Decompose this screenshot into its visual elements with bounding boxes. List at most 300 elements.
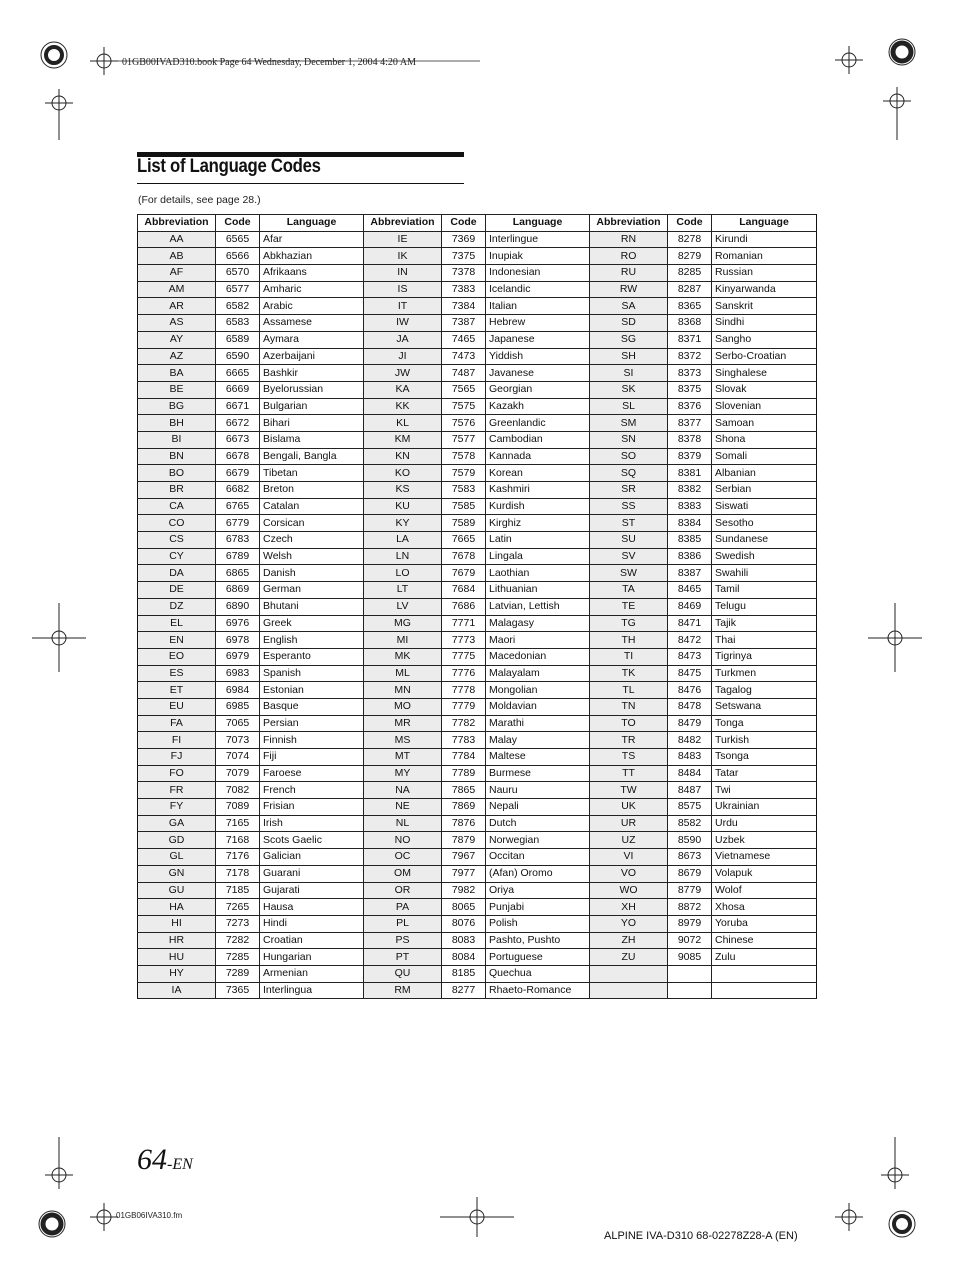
language-cell: Spanish [260,665,364,682]
language-cell: Maori [486,632,590,649]
header-language: Language [712,215,817,232]
header-abbreviation: Abbreviation [590,215,668,232]
corner-dial-bottom-right-icon [889,1211,915,1237]
language-cell: Urdu [712,815,817,832]
code-cell: 8483 [668,749,712,766]
language-cell: Singhalese [712,365,817,382]
table-row [138,682,817,699]
language-cell: Kazakh [486,398,590,415]
abbreviation-cell: KS [364,482,442,499]
abbreviation-cell: BA [138,365,216,382]
abbreviation-cell: LT [364,582,442,599]
language-cell: Swedish [712,548,817,565]
language-cell: Armenian [260,965,364,982]
table-row [138,832,817,849]
header-language: Language [486,215,590,232]
code-cell: 7783 [442,732,486,749]
abbreviation-cell: OM [364,865,442,882]
language-cell: Irish [260,815,364,832]
table-row [138,415,817,432]
language-cell: Portuguese [486,949,590,966]
abbreviation-cell: KK [364,398,442,415]
table-row [138,265,817,282]
abbreviation-cell: FO [138,765,216,782]
code-cell: 8371 [668,331,712,348]
abbreviation-cell: TA [590,582,668,599]
language-cell: Turkish [712,732,817,749]
code-cell [668,982,712,999]
page-number-suffix: -EN [167,1156,193,1173]
abbreviation-cell: ET [138,682,216,699]
code-cell: 7865 [442,782,486,799]
abbreviation-cell: HY [138,965,216,982]
code-cell: 7775 [442,648,486,665]
language-cell: Javanese [486,365,590,382]
code-cell: 7773 [442,632,486,649]
abbreviation-cell: BO [138,465,216,482]
code-cell: 8590 [668,832,712,849]
language-cell: Setswana [712,698,817,715]
page-title: List of Language Codes [137,156,321,177]
language-cell: Latin [486,532,590,549]
table-row [138,865,817,882]
language-cell: Tamil [712,582,817,599]
code-cell: 6672 [216,415,260,432]
abbreviation-cell: KY [364,515,442,532]
table-row [138,281,817,298]
language-cell: Malayalam [486,665,590,682]
code-cell: 6890 [216,598,260,615]
abbreviation-cell: MN [364,682,442,699]
code-cell: 8779 [668,882,712,899]
language-cell: Greenlandic [486,415,590,432]
abbreviation-cell: JW [364,365,442,382]
code-cell: 8384 [668,515,712,532]
language-cell: Malay [486,732,590,749]
table-row [138,482,817,499]
abbreviation-cell: ZH [590,932,668,949]
language-cell: Shona [712,431,817,448]
code-cell: 8469 [668,598,712,615]
code-cell: 6789 [216,548,260,565]
language-cell: English [260,632,364,649]
language-cell: Slovak [712,381,817,398]
code-cell: 8482 [668,732,712,749]
abbreviation-cell: IA [138,982,216,999]
language-cell: Faroese [260,765,364,782]
code-cell: 8379 [668,448,712,465]
language-cell: Kashmiri [486,482,590,499]
abbreviation-cell: AB [138,248,216,265]
language-cell: Macedonian [486,648,590,665]
language-cell: Danish [260,565,364,582]
code-cell: 7282 [216,932,260,949]
abbreviation-cell: NO [364,832,442,849]
language-cell: Kirundi [712,231,817,248]
code-cell: 6669 [216,381,260,398]
code-cell: 6678 [216,448,260,465]
table-row [138,381,817,398]
language-cell: Moldavian [486,698,590,715]
code-cell: 8372 [668,348,712,365]
abbreviation-cell: XH [590,899,668,916]
code-cell: 7782 [442,715,486,732]
abbreviation-cell: ML [364,665,442,682]
code-cell: 6682 [216,482,260,499]
abbreviation-cell: AM [138,281,216,298]
language-cell: Japanese [486,331,590,348]
language-cell: Dutch [486,815,590,832]
abbreviation-cell: RW [590,281,668,298]
language-cell: Thai [712,632,817,649]
abbreviation-cell: OC [364,849,442,866]
code-cell [668,965,712,982]
abbreviation-cell: OR [364,882,442,899]
language-cell: Zulu [712,949,817,966]
abbreviation-cell: TS [590,749,668,766]
code-cell: 6979 [216,648,260,665]
language-codes-table [137,214,817,999]
abbreviation-cell: PT [364,949,442,966]
abbreviation-cell: UR [590,815,668,832]
code-cell: 7369 [442,231,486,248]
code-cell: 6673 [216,431,260,448]
abbreviation-cell: LV [364,598,442,615]
language-cell: Afrikaans [260,265,364,282]
language-cell: Siswati [712,498,817,515]
language-cell: Breton [260,482,364,499]
language-cell: Kinyarwanda [712,281,817,298]
language-cell: Tibetan [260,465,364,482]
abbreviation-cell: MO [364,698,442,715]
language-cell: Azerbaijani [260,348,364,365]
table-row [138,548,817,565]
page-number-value: 64 [137,1143,167,1176]
header-code: Code [668,215,712,232]
table-row [138,815,817,832]
abbreviation-cell: GD [138,832,216,849]
code-cell: 8287 [668,281,712,298]
abbreviation-cell: SL [590,398,668,415]
code-cell: 7577 [442,431,486,448]
table-row [138,298,817,315]
language-cell: Amharic [260,281,364,298]
language-cell: Lingala [486,548,590,565]
table-row [138,765,817,782]
abbreviation-cell: DE [138,582,216,599]
language-cell: Guarani [260,865,364,882]
code-cell: 8487 [668,782,712,799]
language-cell: Swahili [712,565,817,582]
abbreviation-cell: PS [364,932,442,949]
abbreviation-cell: MS [364,732,442,749]
abbreviation-cell: AZ [138,348,216,365]
language-cell: Sangho [712,331,817,348]
code-cell: 8279 [668,248,712,265]
code-cell: 7982 [442,882,486,899]
abbreviation-cell: VO [590,865,668,882]
language-cell: Abkhazian [260,248,364,265]
corner-dial-top-right-icon [889,39,915,65]
abbreviation-cell: MT [364,749,442,766]
table-row [138,448,817,465]
table-row [138,799,817,816]
code-cell: 8465 [668,582,712,599]
abbreviation-cell: DZ [138,598,216,615]
abbreviation-cell: FJ [138,749,216,766]
code-cell: 7684 [442,582,486,599]
abbreviation-cell: IN [364,265,442,282]
language-cell: Bulgarian [260,398,364,415]
language-cell: Uzbek [712,832,817,849]
table-row [138,515,817,532]
code-cell: 7578 [442,448,486,465]
abbreviation-cell: FA [138,715,216,732]
abbreviation-cell: EO [138,648,216,665]
abbreviation-cell: MR [364,715,442,732]
table-row [138,248,817,265]
abbreviation-cell: SU [590,532,668,549]
language-cell [712,982,817,999]
code-cell: 8471 [668,615,712,632]
code-cell: 6566 [216,248,260,265]
code-cell: 8479 [668,715,712,732]
abbreviation-cell: BG [138,398,216,415]
table-row [138,398,817,415]
abbreviation-cell: HI [138,915,216,932]
code-cell: 7375 [442,248,486,265]
code-cell: 9085 [668,949,712,966]
language-cell: Tajik [712,615,817,632]
abbreviation-cell: KN [364,448,442,465]
abbreviation-cell: TT [590,765,668,782]
language-cell: Malagasy [486,615,590,632]
abbreviation-cell: SA [590,298,668,315]
table-row [138,365,817,382]
language-cell: Mongolian [486,682,590,699]
language-cell: Yiddish [486,348,590,365]
language-cell: Hebrew [486,315,590,332]
abbreviation-cell: KM [364,431,442,448]
language-cell: Byelorussian [260,381,364,398]
language-cell: Korean [486,465,590,482]
table-row [138,915,817,932]
abbreviation-cell: IT [364,298,442,315]
language-cell: Interlingua [260,982,364,999]
abbreviation-cell: SM [590,415,668,432]
crosshair-bottom-right-icon [835,1203,863,1231]
table-row [138,982,817,999]
abbreviation-cell: FI [138,732,216,749]
code-cell: 8381 [668,465,712,482]
code-cell: 8277 [442,982,486,999]
language-cell: Basque [260,698,364,715]
language-cell: Tonga [712,715,817,732]
code-cell: 7876 [442,815,486,832]
code-cell: 8476 [668,682,712,699]
language-cell: Polish [486,915,590,932]
code-cell: 8979 [668,915,712,932]
abbreviation-cell: GA [138,815,216,832]
code-cell: 7585 [442,498,486,515]
language-cell: Romanian [712,248,817,265]
abbreviation-cell: TW [590,782,668,799]
table-row [138,331,817,348]
abbreviation-cell: EN [138,632,216,649]
code-cell: 9072 [668,932,712,949]
code-cell: 7265 [216,899,260,916]
code-cell: 8076 [442,915,486,932]
abbreviation-cell: RM [364,982,442,999]
language-cell: Frisian [260,799,364,816]
crosshair-right-lower-icon [881,1137,909,1189]
code-cell: 7285 [216,949,260,966]
abbreviation-cell: TL [590,682,668,699]
subtitle-note: (For details, see page 28.) [138,194,261,206]
abbreviation-cell: CO [138,515,216,532]
language-cell: Tagalog [712,682,817,699]
code-cell: 7176 [216,849,260,866]
abbreviation-cell: LN [364,548,442,565]
code-cell: 7089 [216,799,260,816]
code-cell: 8365 [668,298,712,315]
language-cell: Tatar [712,765,817,782]
header-abbreviation: Abbreviation [138,215,216,232]
abbreviation-cell: BI [138,431,216,448]
language-cell: Hindi [260,915,364,932]
language-cell: Afar [260,231,364,248]
code-cell: 7185 [216,882,260,899]
code-cell: 8378 [668,431,712,448]
table-row [138,582,817,599]
code-cell: 7771 [442,615,486,632]
language-cell: Finnish [260,732,364,749]
code-cell: 7365 [216,982,260,999]
abbreviation-cell: IK [364,248,442,265]
code-cell: 7686 [442,598,486,615]
table-row [138,932,817,949]
abbreviation-cell: KL [364,415,442,432]
code-cell: 6765 [216,498,260,515]
language-cell: Pashto, Pushto [486,932,590,949]
language-cell: Occitan [486,849,590,866]
abbreviation-cell: BR [138,482,216,499]
code-cell: 8065 [442,899,486,916]
abbreviation-cell: SG [590,331,668,348]
language-cell: Bashkir [260,365,364,382]
language-cell: Indonesian [486,265,590,282]
language-cell: Tigrinya [712,648,817,665]
abbreviation-cell: LO [364,565,442,582]
table-row [138,565,817,582]
code-cell: 8375 [668,381,712,398]
abbreviation-cell: SK [590,381,668,398]
code-cell: 7378 [442,265,486,282]
header-abbreviation: Abbreviation [364,215,442,232]
language-cell: Oriya [486,882,590,899]
language-cell: Chinese [712,932,817,949]
crosshair-left-upper-icon [45,89,73,140]
code-cell: 6984 [216,682,260,699]
code-cell: 6565 [216,231,260,248]
abbreviation-cell: FY [138,799,216,816]
table-row [138,715,817,732]
language-cell: Sundanese [712,532,817,549]
language-cell: Ukrainian [712,799,817,816]
header-language: Language [260,215,364,232]
code-cell: 6978 [216,632,260,649]
abbreviation-cell: ST [590,515,668,532]
table-body [138,231,817,999]
abbreviation-cell: PA [364,899,442,916]
abbreviation-cell: BE [138,381,216,398]
abbreviation-cell: SQ [590,465,668,482]
abbreviation-cell: GU [138,882,216,899]
abbreviation-cell: SN [590,431,668,448]
abbreviation-cell: ES [138,665,216,682]
code-cell: 7776 [442,665,486,682]
code-cell: 7778 [442,682,486,699]
code-cell: 8484 [668,765,712,782]
abbreviation-cell: RU [590,265,668,282]
code-cell: 7679 [442,565,486,582]
code-cell: 6671 [216,398,260,415]
language-cell: Maltese [486,749,590,766]
code-cell: 8475 [668,665,712,682]
abbreviation-cell: FR [138,782,216,799]
language-cell: Greek [260,615,364,632]
abbreviation-cell: BH [138,415,216,432]
header-code: Code [442,215,486,232]
code-cell: 7789 [442,765,486,782]
code-cell: 8185 [442,965,486,982]
code-cell: 7678 [442,548,486,565]
language-cell: Bihari [260,415,364,432]
abbreviation-cell: HU [138,949,216,966]
abbreviation-cell: VI [590,849,668,866]
language-cell: Punjabi [486,899,590,916]
abbreviation-cell: CS [138,532,216,549]
code-cell: 7178 [216,865,260,882]
abbreviation-cell: PL [364,915,442,932]
code-cell: 7387 [442,315,486,332]
table-row [138,882,817,899]
abbreviation-cell: HA [138,899,216,916]
page-number [137,1143,193,1177]
code-cell: 8083 [442,932,486,949]
code-cell: 7165 [216,815,260,832]
code-cell: 7473 [442,348,486,365]
abbreviation-cell: TK [590,665,668,682]
code-cell: 8478 [668,698,712,715]
code-cell: 8373 [668,365,712,382]
code-cell: 6869 [216,582,260,599]
abbreviation-cell: TN [590,698,668,715]
title-rule [137,183,464,184]
abbreviation-cell: JA [364,331,442,348]
table-row [138,632,817,649]
language-cell: Czech [260,532,364,549]
code-cell: 7784 [442,749,486,766]
code-cell: 7289 [216,965,260,982]
abbreviation-cell: WO [590,882,668,899]
language-cell: Nepali [486,799,590,816]
language-cell: Samoan [712,415,817,432]
abbreviation-cell: SO [590,448,668,465]
table-row [138,665,817,682]
code-cell: 7168 [216,832,260,849]
table-row [138,498,817,515]
